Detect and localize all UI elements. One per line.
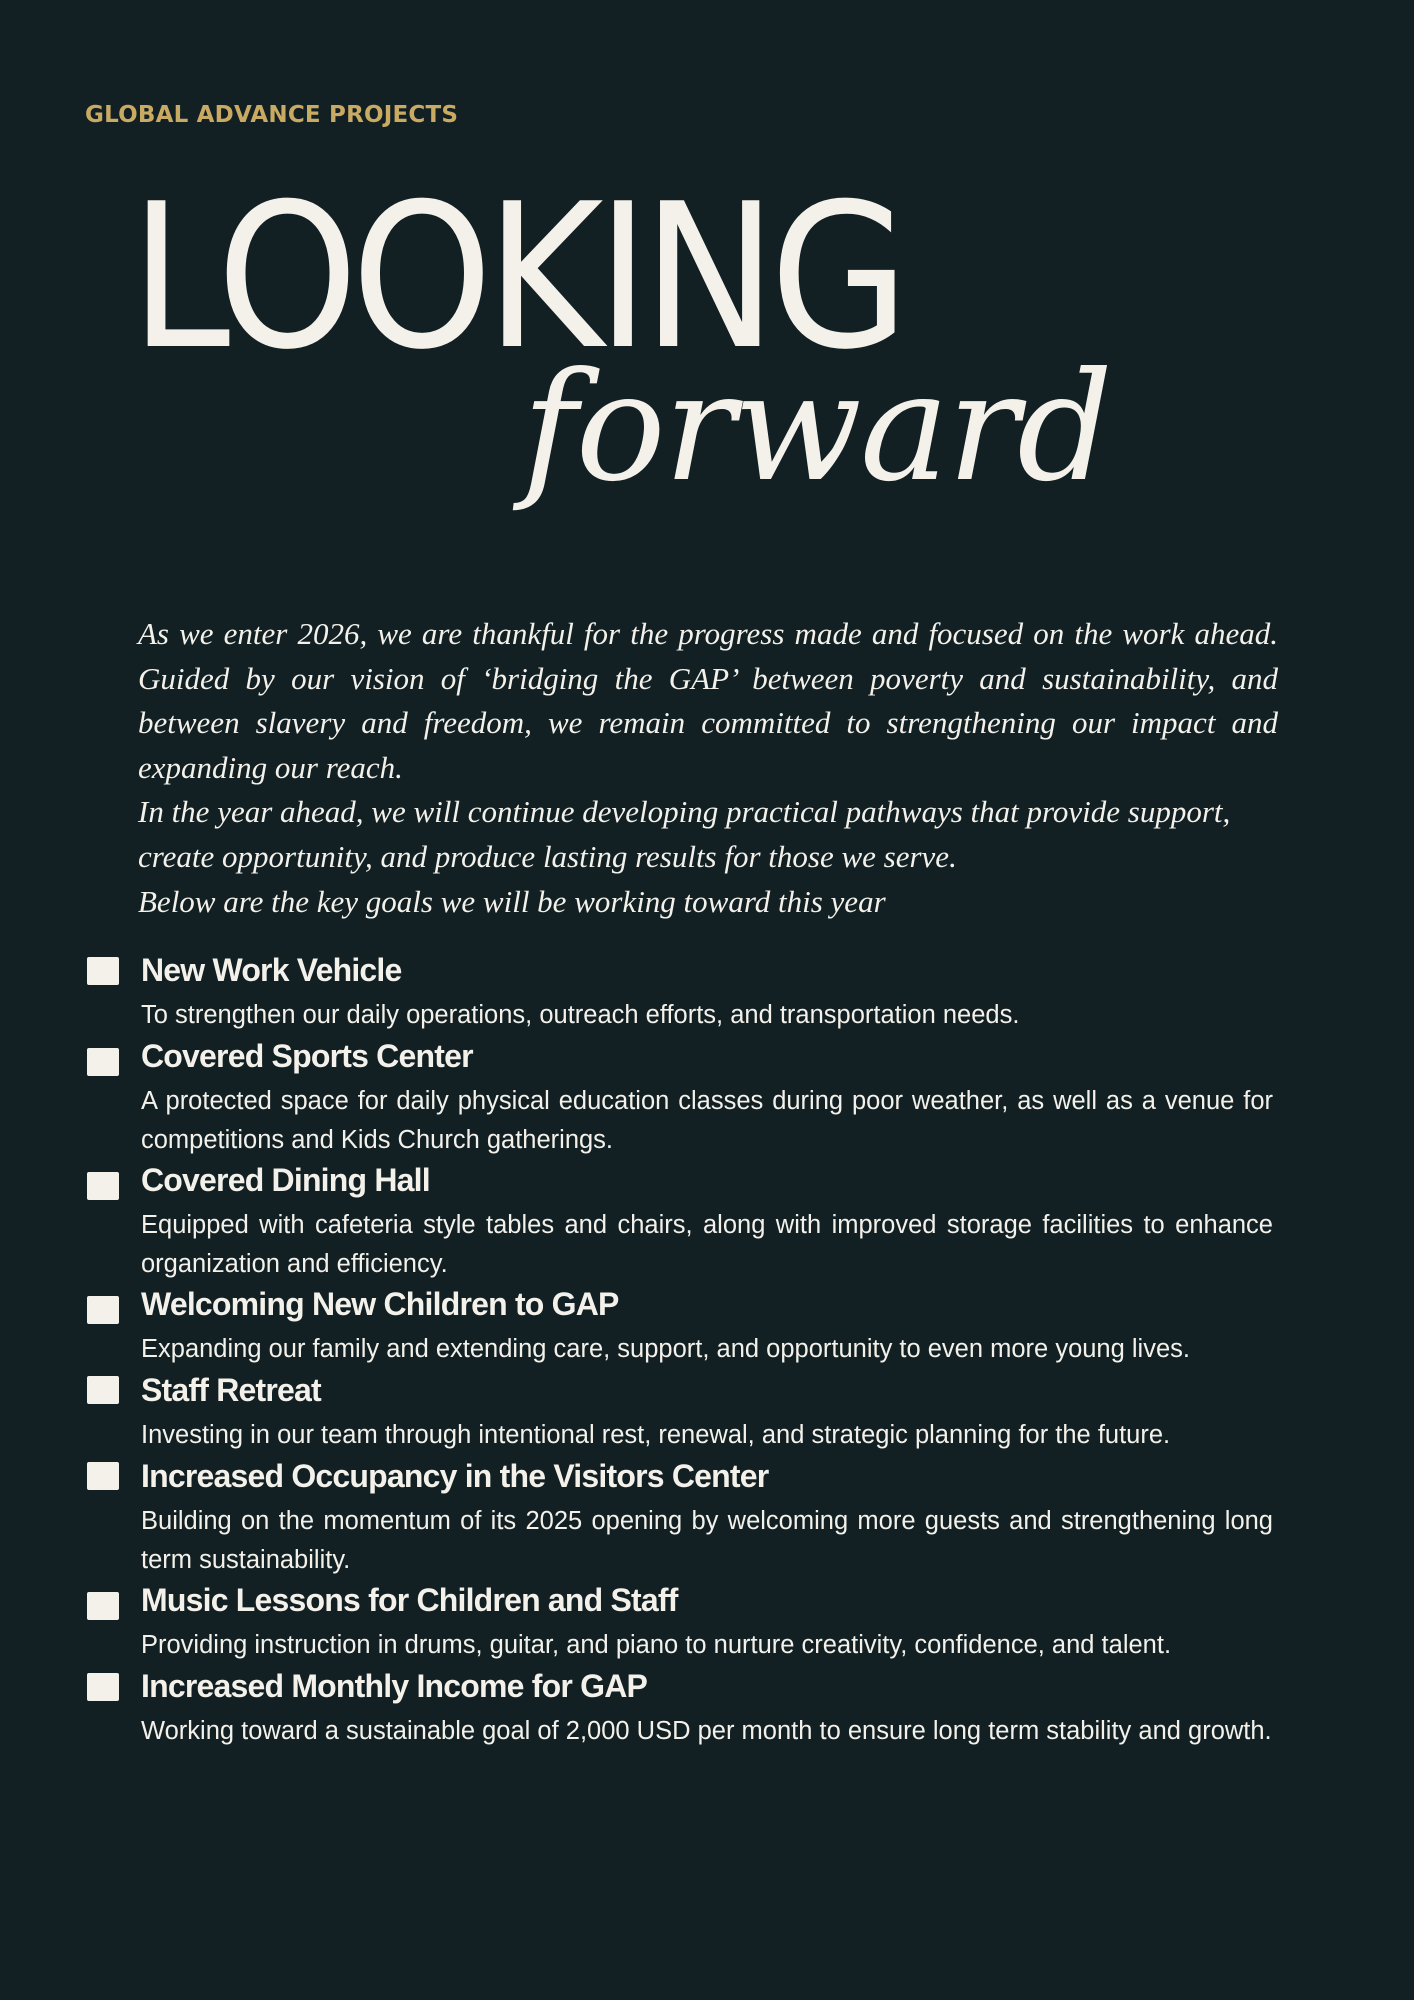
- goal-checkbox[interactable]: [87, 957, 119, 985]
- goal-description: Working toward a sustainable goal of 2,000 USD per month to ensure long term stability and growth.: [141, 1717, 1272, 1745]
- goal-checkbox[interactable]: [87, 1673, 119, 1701]
- organization-name: GLOBAL ADVANCE PROJECTS: [85, 102, 459, 128]
- page-title-script: forward: [522, 341, 1112, 515]
- goal-title: Covered Sports Center: [141, 1038, 473, 1074]
- intro-paragraph: As we enter 2026, we are thankful for the progress made and focused on the work ahead. Guided by our vision of ‘bridging the GAP’ between poverty and sustainability, and between slavery and freedom, we remain committed to strengthening our impact and expanding our reach.: [138, 616, 1278, 785]
- goal-title: Music Lessons for Children and Staff: [141, 1582, 678, 1618]
- goal-title: Increased Monthly Income for GAP: [141, 1668, 648, 1704]
- goal-checkbox[interactable]: [87, 1376, 119, 1404]
- intro-paragraph: In the year ahead, we will continue developing practical pathways that provide support, create opportunity, and produce lasting results for those we serve.: [138, 794, 1231, 874]
- goal-checkbox[interactable]: [87, 1296, 119, 1324]
- goal-checkbox[interactable]: [87, 1592, 119, 1620]
- goal-title: Increased Occupancy in the Visitors Center: [141, 1458, 769, 1494]
- goal-title: Covered Dining Hall: [141, 1162, 430, 1198]
- goal-title: New Work Vehicle: [141, 952, 402, 988]
- goal-description: Equipped with cafeteria style tables and chairs, along with improved storage facilities to enhance organization and efficiency.: [141, 1211, 1273, 1278]
- goal-checkbox[interactable]: [87, 1172, 119, 1200]
- goal-description: Providing instruction in drums, guitar, and piano to nurture creativity, confidence, and talent.: [141, 1631, 1172, 1659]
- goal-checkbox[interactable]: [87, 1048, 119, 1076]
- goal-description: Building on the momentum of its 2025 opening by welcoming more guests and strengthening long term sustainability.: [141, 1507, 1273, 1574]
- goal-checkbox[interactable]: [87, 1462, 119, 1490]
- goal-title: Welcoming New Children to GAP: [141, 1286, 619, 1322]
- goal-description: To strengthen our daily operations, outreach efforts, and transportation needs.: [141, 1001, 1020, 1029]
- goal-description: Expanding our family and extending care, support, and opportunity to even more young lives.: [141, 1335, 1190, 1363]
- goal-title: Staff Retreat: [141, 1372, 321, 1408]
- page-title: LOOKING: [130, 161, 903, 394]
- intro-paragraph: Below are the key goals we will be working toward this year: [138, 883, 886, 919]
- goal-description: A protected space for daily physical education classes during poor weather, as well as a venue for competitions and Kids Church gatherings.: [141, 1087, 1273, 1154]
- goal-description: Investing in our team through intentional rest, renewal, and strategic planning for the future.: [141, 1421, 1171, 1449]
